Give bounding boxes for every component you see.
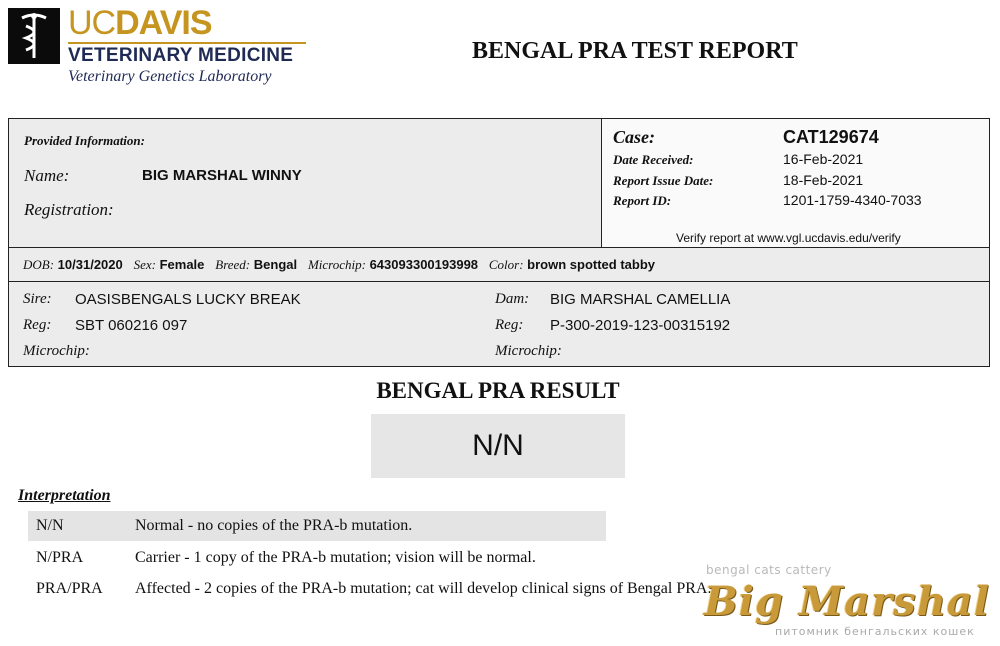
report-id-value: 1201-1759-4340-7033 — [783, 192, 922, 208]
name-label: Name: — [24, 166, 70, 185]
details-row — [8, 247, 990, 282]
date-received-value: 16-Feb-2021 — [783, 151, 864, 167]
case-info-box — [601, 118, 990, 248]
case-label: Case: — [613, 127, 655, 147]
dam-reg-value: P-300-2019-123-00315192 — [550, 317, 731, 334]
details-line: DOB: 10/31/2020 Sex: Female Breed: Bengal Microchip: 643093300193998 Color: brown spotted tabby — [23, 257, 656, 272]
registration-label: Registration: — [24, 200, 114, 219]
sire-microchip-label: Microchip: — [23, 343, 90, 359]
provided-info-box — [8, 118, 602, 248]
interp-code: N/PRA — [36, 549, 84, 566]
ucdavis-wordmark: UCDAVIS — [68, 4, 212, 42]
sire-value: OASISBENGALS LUCKY BREAK — [75, 291, 301, 308]
result-value: N/N — [371, 414, 625, 478]
interpretation-heading: Interpretation — [18, 487, 111, 504]
interp-code: PRA/PRA — [36, 580, 103, 597]
report-id-label: Report ID: — [613, 193, 672, 208]
case-value: CAT129674 — [783, 127, 879, 147]
interp-desc: Affected - 2 copies of the PRA-b mutation; cat will develop clinical signs of Bengal PRA. — [135, 580, 712, 597]
issue-date-value: 18-Feb-2021 — [783, 172, 864, 188]
sire-reg-value: SBT 060216 097 — [75, 317, 188, 334]
interp-desc: Normal - no copies of the PRA-b mutation. — [135, 517, 413, 534]
logo-vetmed: VETERINARY MEDICINE — [68, 45, 294, 66]
watermark-subtitle: питомник бенгальских кошек — [775, 625, 975, 638]
verify-link[interactable]: Verify report at www.vgl.ucdavis.edu/verify — [676, 231, 901, 245]
sire-label: Sire: — [23, 291, 52, 307]
dam-label: Dam: — [495, 291, 530, 307]
logo-divider — [68, 42, 306, 44]
interp-desc: Carrier - 1 copy of the PRA-b mutation; vision will be normal. — [135, 549, 536, 566]
interp-code: N/N — [36, 517, 64, 534]
interp-row-prapra — [28, 574, 712, 604]
name-value: BIG MARSHAL WINNY — [142, 167, 302, 184]
parents-box — [8, 281, 990, 367]
interp-row-npra — [28, 543, 606, 573]
caduceus-logo-icon — [8, 8, 60, 64]
report-title: BENGAL PRA TEST REPORT — [472, 38, 798, 64]
watermark-tagline: bengal cats cattery — [706, 563, 832, 577]
result-title: BENGAL PRA RESULT — [376, 378, 620, 403]
dam-value: BIG MARSHAL CAMELLIA — [550, 291, 731, 308]
watermark-logo: Big Marshal — [704, 578, 990, 625]
date-received-label: Date Received: — [613, 152, 694, 167]
issue-date-label: Report Issue Date: — [613, 173, 714, 188]
dam-reg-label: Reg: — [495, 317, 524, 333]
provided-heading: Provided Information: — [24, 133, 145, 148]
dam-microchip-label: Microchip: — [495, 343, 562, 359]
interp-row-nn — [28, 511, 606, 541]
logo-lab-name: Veterinary Genetics Laboratory — [68, 68, 272, 85]
sire-reg-label: Reg: — [23, 317, 52, 333]
